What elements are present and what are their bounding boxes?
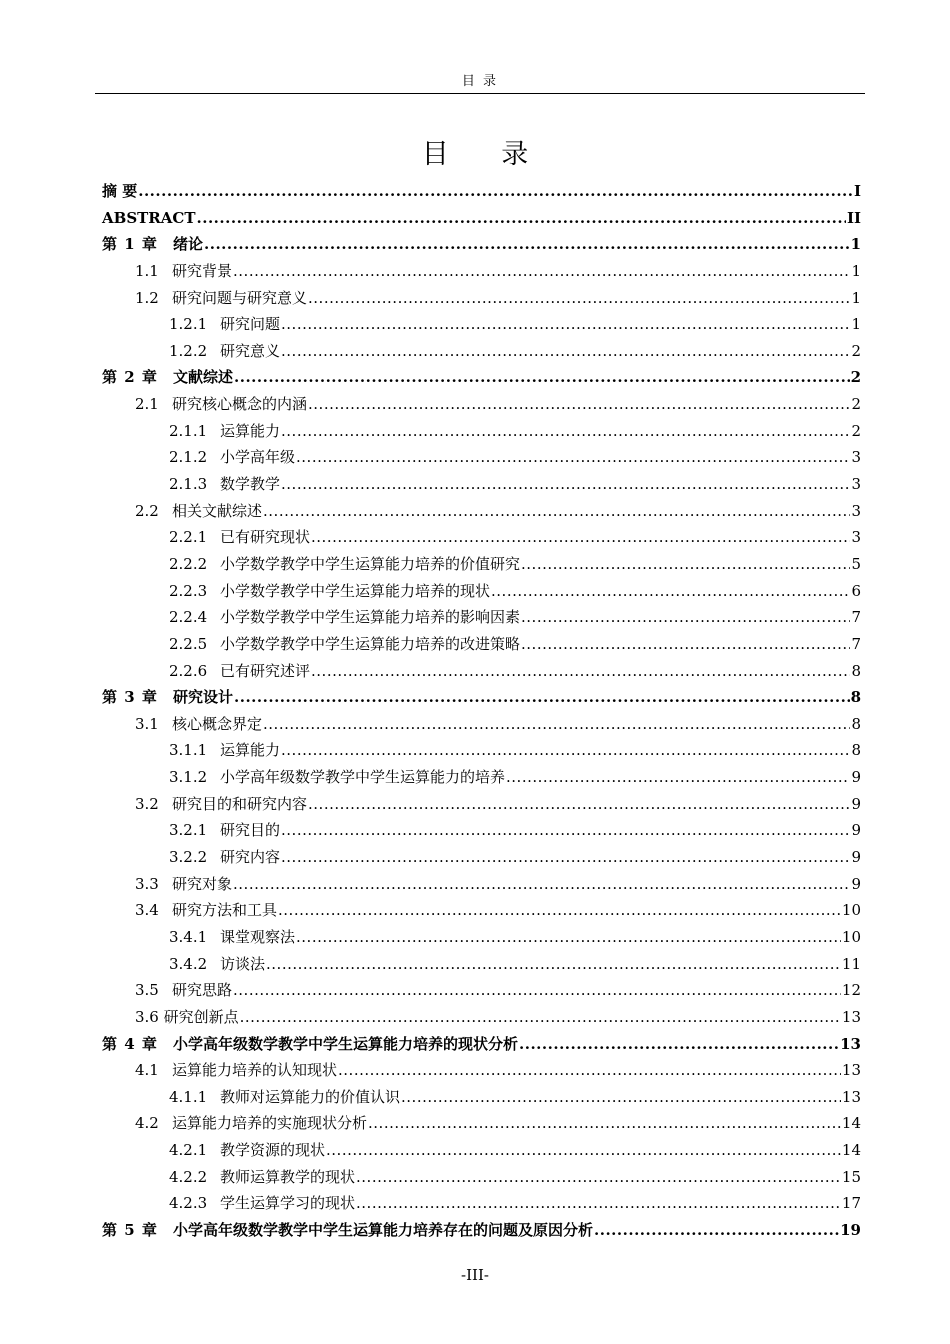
toc-entry-page: 9	[851, 874, 861, 893]
toc-entry-title: 教师对运算能力的价值认识	[220, 1087, 401, 1106]
toc-entry-page: 1	[851, 315, 861, 334]
toc-entry[interactable]	[102, 1057, 861, 1084]
dot-leader	[197, 205, 846, 232]
toc-entry-page: 14	[841, 1114, 861, 1133]
toc-entry-title: 研究问题与研究意义	[172, 288, 308, 307]
toc-entry-number: 第 4 章	[102, 1034, 158, 1053]
toc-entry-number: 4.2	[135, 1114, 159, 1133]
toc-entry[interactable]	[102, 285, 861, 312]
toc-entry[interactable]	[102, 924, 861, 951]
toc-entry-page: 19	[840, 1220, 861, 1239]
toc-entry-number: 3.5	[135, 981, 159, 1000]
toc-entry-page: 10	[841, 901, 861, 920]
toc-entry-title: 研究问题	[220, 315, 281, 334]
toc-entry-number: 2.2.2	[169, 554, 208, 573]
dot-leader	[281, 844, 850, 871]
toc-entry-number: 3.2.1	[169, 821, 208, 840]
toc-entry-title: 小学高年级数学教学中学生运算能力培养的现状分析	[173, 1034, 519, 1053]
dot-leader	[491, 578, 850, 605]
toc-entry-title: 研究方法和工具	[172, 901, 278, 920]
toc-entry-number: 2.1.3	[169, 475, 208, 494]
dot-leader	[356, 1164, 841, 1191]
toc-entry-page: 2	[850, 368, 861, 387]
toc-entry-title: 研究目的和研究内容	[172, 794, 308, 813]
page-title: 目 录	[421, 139, 551, 170]
dot-leader	[308, 285, 850, 312]
toc-entry[interactable]	[102, 1164, 861, 1191]
toc-entry-number: 2.2.3	[169, 581, 208, 600]
toc-entry[interactable]	[102, 1190, 861, 1217]
toc-entry[interactable]	[102, 817, 861, 844]
toc-entry-page: 2	[851, 421, 861, 440]
toc-entry-title: 小学数学教学中学生运算能力培养的价值研究	[220, 554, 521, 573]
toc-entry-number: 1.2.2	[169, 341, 208, 360]
toc-entry-number: 第 1 章	[102, 235, 158, 254]
dot-leader	[204, 231, 850, 258]
toc-entry-page: 5	[851, 554, 861, 573]
toc-entry-page: 7	[851, 634, 861, 653]
toc-entry-page: I	[853, 182, 861, 200]
toc-entry-number: 3.4.1	[169, 927, 208, 946]
toc-entry-title: 教师运算教学的现状	[220, 1167, 356, 1186]
toc-entry[interactable]	[102, 897, 861, 924]
toc-entry-title: 访谈法	[220, 954, 266, 973]
toc-entry[interactable]	[102, 1084, 861, 1111]
toc-entry-number: 4.2.2	[169, 1167, 208, 1186]
dot-leader	[281, 817, 850, 844]
toc-entry-number: 2.2.5	[169, 634, 208, 653]
dot-leader	[233, 871, 850, 898]
toc-entry[interactable]	[102, 444, 861, 471]
toc-entry-title: 研究目的	[220, 821, 281, 840]
toc-entry-page: II	[846, 208, 861, 227]
dot-leader	[521, 631, 850, 658]
toc-entry-title: 小学数学教学中学生运算能力培养的影响因素	[220, 608, 521, 627]
toc-entry[interactable]	[102, 1110, 861, 1137]
dot-leader	[521, 604, 850, 631]
toc-entry-page: 9	[851, 768, 861, 787]
toc-entry-title: 课堂观察法	[220, 927, 296, 946]
toc-entry-number: 1.2	[135, 288, 159, 307]
toc-entry-page: 6	[851, 581, 861, 600]
dot-leader	[234, 364, 850, 391]
toc-entry-title: 研究意义	[220, 341, 281, 360]
toc-entry[interactable]	[102, 258, 861, 285]
toc-entry-number: 2.2.4	[169, 608, 208, 627]
toc-entry-title: 小学高年级数学教学中学生运算能力培养存在的问题及原因分析	[173, 1220, 594, 1239]
toc-entry-page: 2	[851, 341, 861, 360]
toc-entry[interactable]	[102, 737, 861, 764]
dot-leader	[356, 1190, 841, 1217]
toc-entry-number: 2.2.1	[169, 528, 208, 547]
dot-leader	[263, 498, 850, 525]
table-of-contents	[102, 178, 861, 1244]
toc-entry-page: 1	[850, 235, 861, 254]
toc-entry[interactable]	[102, 684, 861, 711]
toc-entry-page: 3	[851, 448, 861, 467]
toc-entry-page: 15	[841, 1167, 861, 1186]
toc-entry-title: 小学数学教学中学生运算能力培养的现状	[220, 581, 491, 600]
toc-entry-page: 17	[841, 1194, 861, 1213]
dot-leader	[266, 951, 841, 978]
toc-entry-page: 14	[841, 1141, 861, 1160]
toc-entry-number: 3.1	[135, 714, 159, 733]
toc-entry-page: 3	[851, 528, 861, 547]
toc-entry-number: 1.2.1	[169, 315, 208, 334]
toc-entry-title: 核心概念界定	[172, 714, 263, 733]
toc-entry-number: 3.4.2	[169, 954, 208, 973]
dot-leader	[281, 418, 850, 445]
toc-entry-page: 12	[841, 981, 861, 1000]
toc-entry-page: 13	[841, 1061, 861, 1080]
toc-entry[interactable]	[102, 551, 861, 578]
toc-entry[interactable]	[102, 1031, 861, 1058]
toc-entry-number: 2.1.2	[169, 448, 208, 467]
dot-leader	[138, 178, 853, 205]
toc-entry-page: 1	[851, 261, 861, 280]
toc-entry-number: 4.1	[135, 1061, 159, 1080]
toc-entry-page: 8	[851, 741, 861, 760]
toc-entry-page: 13	[840, 1034, 861, 1053]
toc-entry-number: 3.4	[135, 901, 159, 920]
toc-entry-title: ABSTRACT	[102, 208, 196, 227]
toc-entry-page: 3	[851, 475, 861, 494]
toc-entry[interactable]	[102, 471, 861, 498]
toc-entry[interactable]	[102, 391, 861, 418]
page-number: -III-	[461, 1266, 489, 1284]
toc-entry[interactable]	[102, 604, 861, 631]
dot-leader	[308, 791, 850, 818]
toc-entry[interactable]	[102, 764, 861, 791]
toc-entry-title: 研究背景	[172, 261, 233, 280]
toc-entry-title: 文献综述	[173, 368, 234, 387]
toc-entry-number: 3.1.1	[169, 741, 208, 760]
toc-entry[interactable]	[102, 951, 861, 978]
toc-entry[interactable]	[102, 711, 861, 738]
toc-entry-number: 2.2	[135, 501, 159, 520]
dot-leader	[338, 1057, 841, 1084]
toc-entry-number: 4.2.3	[169, 1194, 208, 1213]
toc-entry-title: 小学高年级数学教学中学生运算能力的培养	[220, 768, 506, 787]
dot-leader	[281, 338, 850, 365]
dot-leader	[263, 711, 850, 738]
dot-leader	[281, 471, 850, 498]
toc-entry[interactable]	[102, 1004, 861, 1031]
toc-entry[interactable]	[102, 498, 861, 525]
dot-leader	[281, 311, 850, 338]
toc-entry[interactable]	[102, 205, 861, 232]
dot-leader	[326, 1137, 841, 1164]
toc-entry[interactable]	[102, 418, 861, 445]
toc-entry-title: 运算能力	[220, 421, 281, 440]
toc-entry[interactable]	[102, 791, 861, 818]
toc-entry[interactable]	[102, 231, 861, 258]
toc-entry-title: 已有研究述评	[220, 661, 311, 680]
toc-entry-title: 研究内容	[220, 848, 281, 867]
toc-entry-page: 9	[851, 848, 861, 867]
toc-entry-title: 运算能力	[220, 741, 281, 760]
toc-entry-page: 11	[841, 954, 861, 973]
dot-leader	[506, 764, 850, 791]
dot-leader	[281, 737, 850, 764]
toc-entry-page: 13	[841, 1087, 861, 1106]
toc-entry-page: 9	[851, 794, 861, 813]
toc-entry-page: 13	[841, 1007, 861, 1026]
toc-entry-title: 绪论	[173, 235, 204, 254]
toc-entry-number: 4.1.1	[169, 1087, 208, 1106]
toc-entry-title: 研究思路	[172, 981, 233, 1000]
toc-entry-title: 3.6 研究创新点	[135, 1007, 239, 1026]
dot-leader	[233, 258, 850, 285]
toc-entry-page: 8	[851, 661, 861, 680]
toc-entry-number: 2.2.6	[169, 661, 208, 680]
toc-entry-number: 3.1.2	[169, 768, 208, 787]
toc-entry[interactable]	[102, 578, 861, 605]
toc-entry-title: 研究对象	[172, 874, 233, 893]
toc-entry-page: 2	[851, 395, 861, 414]
toc-entry-page: 8	[851, 714, 861, 733]
toc-entry-title: 已有研究现状	[220, 528, 311, 547]
toc-entry-title: 相关文献综述	[172, 501, 263, 520]
dot-leader	[308, 391, 850, 418]
toc-entry[interactable]	[102, 338, 861, 365]
dot-leader	[521, 551, 850, 578]
dot-leader	[278, 897, 841, 924]
toc-entry-page: 1	[851, 288, 861, 307]
toc-entry[interactable]	[102, 364, 861, 391]
toc-entry[interactable]	[102, 311, 861, 338]
toc-entry[interactable]	[102, 524, 861, 551]
toc-entry-page: 7	[851, 608, 861, 627]
toc-entry-title: 教学资源的现状	[220, 1141, 326, 1160]
toc-entry[interactable]	[102, 658, 861, 685]
toc-entry-title: 小学数学教学中学生运算能力培养的改进策略	[220, 634, 521, 653]
toc-entry-number: 2.1	[135, 395, 159, 414]
toc-entry[interactable]	[102, 1137, 861, 1164]
toc-entry-title: 研究设计	[173, 688, 234, 707]
dot-leader	[594, 1217, 839, 1244]
toc-entry[interactable]	[102, 844, 861, 871]
dot-leader	[240, 1004, 841, 1031]
dot-leader	[233, 977, 841, 1004]
toc-entry-number: 3.2	[135, 794, 159, 813]
toc-entry-page: 8	[850, 688, 861, 707]
toc-entry-title: 摘 要	[102, 182, 138, 200]
toc-entry-title: 数学教学	[220, 475, 281, 494]
dot-leader	[311, 658, 850, 685]
toc-entry[interactable]	[102, 1217, 861, 1244]
running-header: 目 录	[95, 70, 865, 94]
toc-entry-title: 研究核心概念的内涵	[172, 395, 308, 414]
dot-leader	[296, 444, 850, 471]
toc-entry-title: 运算能力培养的实施现状分析	[172, 1114, 368, 1133]
toc-entry-number: 第 5 章	[102, 1220, 158, 1239]
toc-entry[interactable]	[102, 631, 861, 658]
toc-entry[interactable]	[102, 178, 861, 205]
toc-entry-title: 小学高年级	[220, 448, 296, 467]
dot-leader	[311, 524, 850, 551]
toc-entry-number: 4.2.1	[169, 1141, 208, 1160]
dot-leader	[368, 1110, 841, 1137]
toc-entry-number: 3.2.2	[169, 848, 208, 867]
toc-entry-number: 1.1	[135, 261, 159, 280]
toc-entry[interactable]	[102, 871, 861, 898]
toc-entry-number: 2.1.1	[169, 421, 208, 440]
toc-entry-number: 第 2 章	[102, 368, 158, 387]
dot-leader	[234, 684, 850, 711]
dot-leader	[519, 1031, 839, 1058]
toc-entry-number: 第 3 章	[102, 688, 158, 707]
toc-entry[interactable]	[102, 977, 861, 1004]
dot-leader	[401, 1084, 841, 1111]
toc-entry-title: 学生运算学习的现状	[220, 1194, 356, 1213]
dot-leader	[296, 924, 841, 951]
toc-entry-page: 3	[851, 501, 861, 520]
toc-entry-page: 10	[841, 927, 861, 946]
toc-entry-page: 9	[851, 821, 861, 840]
toc-entry-title: 运算能力培养的认知现状	[172, 1061, 338, 1080]
toc-entry-number: 3.3	[135, 874, 159, 893]
